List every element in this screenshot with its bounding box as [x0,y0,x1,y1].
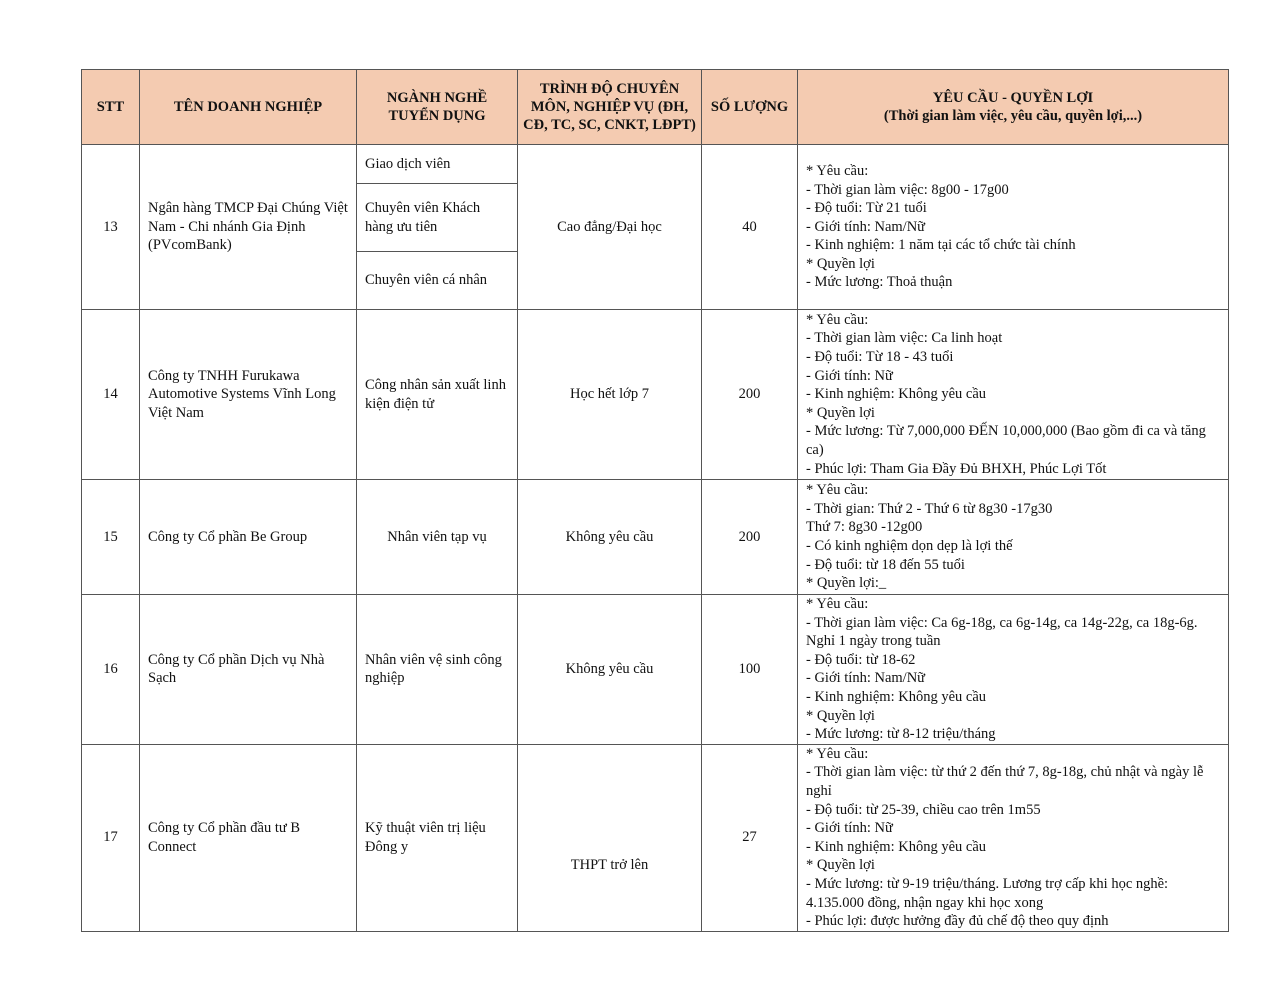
row-stt: 15 [82,480,140,595]
req-line: - Kinh nghiệm: Không yêu cầu [806,838,987,855]
row-level: Không yêu cầu [518,595,702,745]
row-company: Công ty Cổ phần Dịch vụ Nhà Sạch [140,595,357,745]
req-line: * Quyền lợi:_ [806,575,887,592]
recruitment-table [81,69,1229,932]
row-job: Công nhân sản xuất linh kiện điện tử [357,310,518,480]
row-job: Nhân viên tạp vụ [357,480,518,595]
row-job: Chuyên viên Khách hàng ưu tiên [357,184,518,252]
row-qty: 200 [702,480,798,595]
row-stt: 13 [82,145,140,310]
table-row [82,145,1229,184]
header-stt: STT [82,70,140,145]
req-line: - Giới tính: Nam/Nữ [806,670,926,687]
req-line: - Giới tính: Nam/Nữ [806,218,926,235]
header-row [82,70,1229,145]
row-company: Công ty TNHH Furukawa Automotive Systems Vĩnh Long Việt Nam [140,310,357,480]
row-requirements [798,480,1229,595]
row-level: THPT trở lên [518,744,702,931]
req-line: - Có kinh nghiệm dọn dẹp là lợi thế [806,538,1013,554]
header-company: TÊN DOANH NGHIỆP [140,70,357,145]
req-line: - Phúc lợi: được hưởng đầy đủ chế độ theo quy định [806,913,1109,930]
header-qty: SỐ LƯỢNG [702,70,798,145]
req-line: - Thời gian làm việc: 8g00 - 17g00 [806,181,1009,198]
req-line: Thứ 7: 8g30 -12g00 [806,519,923,536]
req-line: - Kinh nghiệm: Không yêu cầu [806,386,987,403]
header-requirements [798,70,1229,145]
req-line: * Quyền lợi [806,707,875,724]
req-line: - Mức lương: từ 9-19 triệu/tháng. Lương trợ cấp khi học nghề: 4.135.000 đồng, nhận ngay khi học xong [806,875,1169,911]
row-qty: 27 [702,744,798,931]
table-row [82,310,1229,480]
row-job: Kỹ thuật viên trị liệu Đông y [357,744,518,931]
row-requirements [798,145,1229,310]
req-line: * Yêu cầu: [806,745,869,762]
row-qty: 200 [702,310,798,480]
row-company: Công ty Cổ phần Be Group [140,480,357,595]
req-line: * Quyền lợi [806,255,875,272]
req-line: * Quyền lợi [806,404,875,421]
table-row [82,744,1229,931]
header-req-subtitle: (Thời gian làm việc, yêu cầu, quyền lợi,...) [883,108,1143,124]
row-company: Ngân hàng TMCP Đại Chúng Việt Nam - Chi nhánh Gia Định (PVcomBank) [140,145,357,310]
req-line: - Mức lương: từ 8-12 triệu/tháng [806,726,996,743]
req-line: - Độ tuổi: từ 18 đến 55 tuổi [806,556,965,573]
req-line: - Phúc lợi: Tham Gia Đầy Đủ BHXH, Phúc Lợi Tốt [806,460,1107,477]
header-level: TRÌNH ĐỘ CHUYÊN MÔN, NGHIỆP VỤ (ĐH, CĐ, TC, SC, CNKT, LĐPT) [518,70,702,145]
req-line: * Yêu cầu: [806,311,869,328]
row-stt: 17 [82,744,140,931]
req-line: - Thời gian làm việc: Ca linh hoạt [806,330,1003,347]
req-line: - Độ tuổi: từ 25-39, chiều cao trên 1m55 [806,801,1041,818]
row-job: Giao dịch viên [357,145,518,184]
row-requirements [798,744,1229,931]
req-line: - Thời gian làm việc: từ thứ 2 đến thứ 7, 8g-18g, chủ nhật và ngày lễ nghỉ [806,764,1204,799]
req-line: - Giới tính: Nữ [806,820,893,837]
row-level: Học hết lớp 7 [518,310,702,480]
row-qty: 100 [702,595,798,745]
row-stt: 16 [82,595,140,745]
row-requirements [798,595,1229,745]
row-requirements [798,310,1229,480]
row-company: Công ty Cổ phần đầu tư B Connect [140,744,357,931]
req-line: * Yêu cầu: [806,596,869,612]
row-qty: 40 [702,145,798,310]
req-line: * Yêu cầu: [806,482,869,499]
req-line: - Giới tính: Nữ [806,367,893,384]
req-line: - Mức lương: Từ 7,000,000 ĐẾN 10,000,000 (Bao gồm đi ca và tăng ca) [806,423,1206,458]
table-row [82,595,1229,745]
row-level: Không yêu cầu [518,480,702,595]
req-line: * Quyền lợi [806,857,875,874]
req-line: * Yêu cầu: [806,162,869,179]
req-line: - Thời gian làm việc: Ca 6g-18g, ca 6g-14g, ca 14g-22g, ca 18g-6g. Nghỉ 1 ngày trong tuần [806,614,1198,650]
req-line: - Mức lương: Thoả thuận [806,274,953,291]
req-line: - Độ tuổi: Từ 21 tuổi [806,200,927,217]
req-line: - Độ tuổi: từ 18-62 [806,651,916,668]
row-job: Nhân viên vệ sinh công nghiệp [357,595,518,745]
req-line: - Kinh nghiệm: 1 năm tại các tổ chức tài chính [806,237,1076,254]
header-job: NGÀNH NGHỀ TUYỂN DỤNG [357,70,518,145]
row-stt: 14 [82,310,140,480]
req-line: - Kinh nghiệm: Không yêu cầu [806,688,987,705]
row-job: Chuyên viên cá nhân [357,252,518,310]
table-row [82,480,1229,595]
row-level: Cao đẳng/Đại học [518,145,702,310]
header-req-title: YÊU CẦU - QUYỀN LỢI [932,90,1094,106]
req-line: - Độ tuổi: Từ 18 - 43 tuổi [806,349,954,366]
req-line: - Thời gian: Thứ 2 - Thứ 6 từ 8g30 -17g30 [806,500,1053,517]
